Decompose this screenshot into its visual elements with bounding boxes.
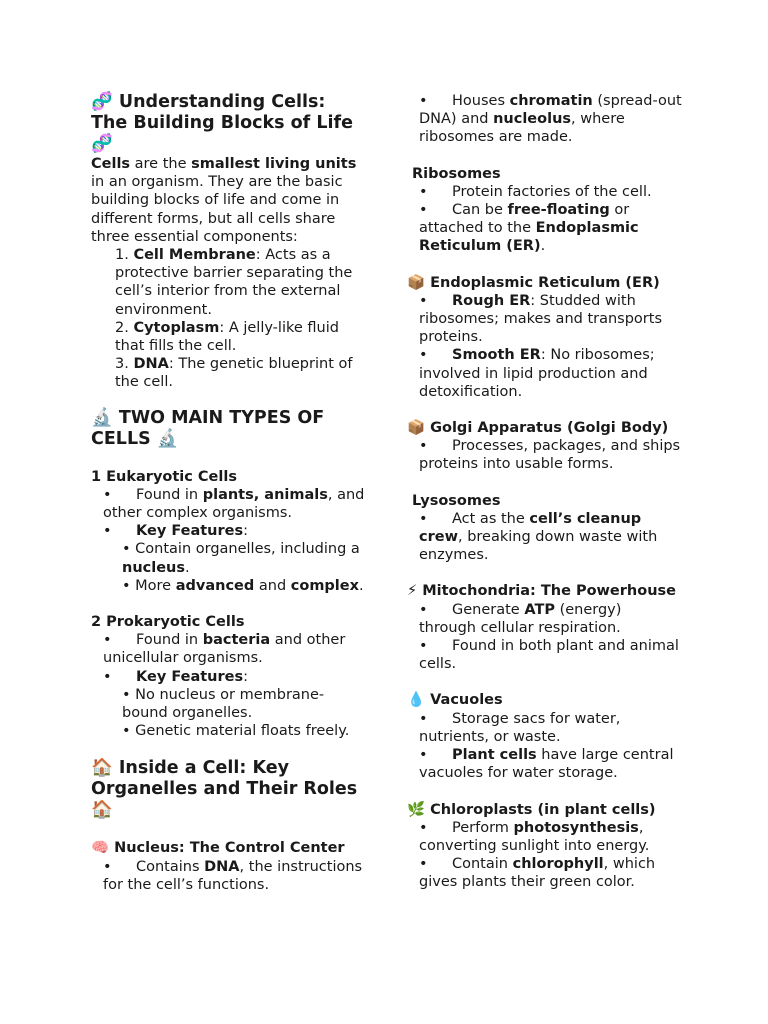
list-item: • Perform photosynthesis, converting sunlight into energy. xyxy=(419,819,650,854)
prokaryotic-list xyxy=(103,631,366,740)
sub-item: • No nucleus or membrane-bound organelles. xyxy=(122,686,325,722)
organelles-title: 🏠 Inside a Cell: Key Organelles and Their Roles 🏠 xyxy=(91,758,358,821)
sub-item: • Contain organelles, including a nucleus. xyxy=(122,541,360,576)
list-item: • Processes, packages, and ships proteins into usable forms. xyxy=(419,438,681,473)
list-item: • Contains DNA, the instructions for the cell’s functions. xyxy=(103,858,363,893)
list-item: • Found in plants, animals, and other complex organisms. xyxy=(103,486,365,522)
list-item: • Protein factories of the cell. xyxy=(419,183,652,200)
chloroplasts-heading: 🌿 Chloroplasts (in plant cells) xyxy=(407,801,656,818)
sub-item: • More advanced and complex. xyxy=(122,577,364,594)
list-item: • Storage sacs for water, nutrients, or waste. xyxy=(419,710,621,745)
eukaryotic-list xyxy=(103,486,366,595)
chloroplasts-list xyxy=(419,819,682,892)
nucleus-continued-list xyxy=(419,92,682,147)
nucleus-list xyxy=(103,858,366,894)
list-item: • Can be free-floating or attached to the Endoplasmic Reticulum (ER). xyxy=(419,202,639,255)
list-item: • Act as the cell’s cleanup crew, breaking down waste with enzymes. xyxy=(419,510,658,564)
golgi-heading: 📦 Golgi Apparatus (Golgi Body) xyxy=(407,420,669,437)
list-item: • Rough ER: Studded with ribosomes; makes and transports proteins. xyxy=(419,292,663,346)
list-item: • Generate ATP (energy) through cellular respiration. xyxy=(419,601,622,636)
prokaryotic-heading: 2 Prokaryotic Cells xyxy=(91,614,245,631)
intro-paragraph: Cells are the smallest living units in an organism. They are the basic building blocks of life and come in different forms, but all cells share three essential components: xyxy=(91,156,357,245)
sub-item: • Genetic material floats freely. xyxy=(122,723,350,740)
components-list xyxy=(115,246,366,392)
mitochondria-list xyxy=(419,601,682,674)
right-column xyxy=(407,92,682,892)
component-item: 3. DNA: The genetic blueprint of the cell. xyxy=(115,356,353,391)
list-item: • Found in bacteria and other unicellular organisms. xyxy=(103,632,346,667)
er-heading: 📦 Endoplasmic Reticulum (ER) xyxy=(407,274,660,291)
list-item: • Houses chromatin (spread-out DNA) and nucleolus, where ribosomes are made. xyxy=(419,93,682,146)
left-column xyxy=(91,92,366,894)
page-title: 🧬 Understanding Cells: The Building Blocks of Life 🧬 xyxy=(91,92,353,154)
vacuoles-list xyxy=(419,710,682,783)
ribosomes-list xyxy=(419,183,682,256)
nucleus-heading: 🧠 Nucleus: The Control Center xyxy=(91,840,345,857)
er-list xyxy=(419,292,682,401)
list-item: • Plant cells have large central vacuoles for water storage. xyxy=(419,747,674,782)
list-item: • Contain chlorophyll, which gives plants their green color. xyxy=(419,856,656,891)
mitochondria-heading: ⚡ Mitochondria: The Powerhouse xyxy=(407,583,676,600)
golgi-list xyxy=(419,437,682,473)
lysosomes-heading: Lysosomes xyxy=(412,492,501,509)
types-title: 🔬 TWO MAIN TYPES OF CELLS 🔬 xyxy=(91,407,325,449)
vacuoles-heading: 💧 Vacuoles xyxy=(407,692,503,709)
list-item: • Found in both plant and animal cells. xyxy=(419,638,679,673)
eukaryotic-heading: 1 Eukaryotic Cells xyxy=(91,468,237,485)
component-item: 1. Cell Membrane: Acts as a protective barrier separating the cell’s interior from the external environment. xyxy=(115,247,353,318)
component-item: 2. Cytoplasm: A jelly-like fluid that fills the cell. xyxy=(115,319,339,355)
list-item: • Key Features: • No nucleus or membrane-bound organelles. • Genetic material floats freely. xyxy=(103,668,366,741)
ribosomes-heading: Ribosomes xyxy=(412,165,501,182)
list-item: • Key Features: • Contain organelles, including a nucleus. • More advanced and complex. xyxy=(103,522,366,595)
list-item: • Smooth ER: No ribosomes; involved in lipid production and detoxification. xyxy=(419,347,655,400)
lysosomes-list xyxy=(419,510,682,565)
